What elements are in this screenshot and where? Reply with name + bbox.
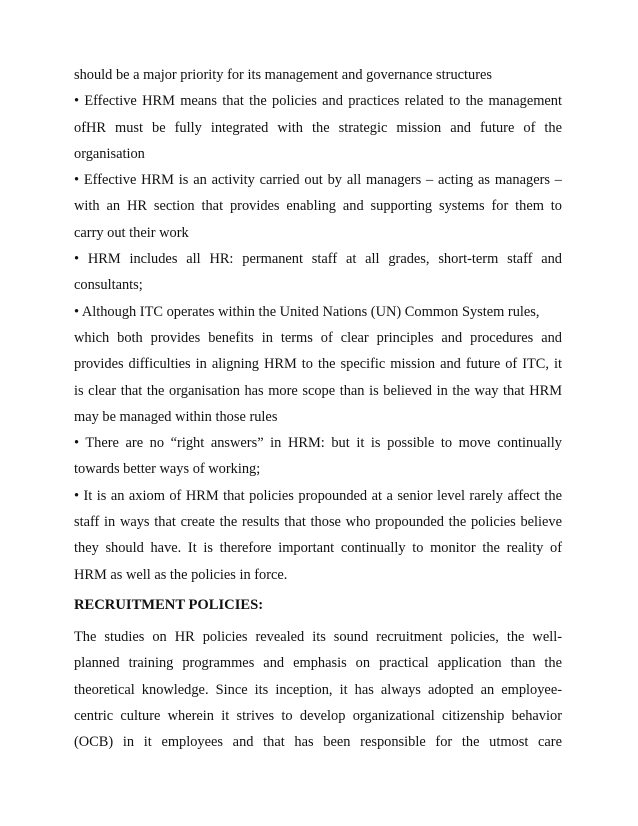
section-heading: RECRUITMENT POLICIES: bbox=[74, 596, 264, 613]
text-line: planned training programmes and emphasis on practical application than the bbox=[74, 655, 562, 672]
text-line: provides difficulties in aligning HRM to the specific mission and future of ITC, it bbox=[74, 356, 562, 373]
text-line: they should have. It is therefore important continually to monitor the reality of bbox=[74, 540, 562, 557]
text-line: centric culture wherein it strives to develop organizational citizenship behavior bbox=[74, 707, 562, 724]
text-line: should be a major priority for its management and governance structures bbox=[74, 67, 492, 83]
text-line: The studies on HR policies revealed its sound recruitment policies, the well- bbox=[74, 628, 562, 645]
text-line: organisation bbox=[74, 145, 145, 162]
text-line: towards better ways of working; bbox=[74, 461, 261, 478]
paragraph-section bbox=[74, 624, 562, 755]
text-line: • HRM includes all HR: permanent staff at all grades, short-term staff and bbox=[74, 251, 562, 268]
text-line: (OCB) in it employees and that has been responsible for the utmost care bbox=[74, 734, 562, 751]
text-line: may be managed within those rules bbox=[74, 408, 278, 425]
document-page bbox=[74, 62, 562, 755]
text-line: consultants; bbox=[74, 277, 143, 294]
text-line: • It is an axiom of HRM that policies propounded at a senior level rarely affect the bbox=[74, 487, 562, 504]
text-line: • Effective HRM means that the policies and practices related to the management bbox=[74, 93, 562, 110]
text-line: • Effective HRM is an activity carried out by all managers – acting as managers – bbox=[74, 172, 562, 189]
text-line: • Although ITC operates within the United Nations (UN) Common System rules, bbox=[74, 303, 540, 320]
bullet-list-section bbox=[74, 62, 562, 588]
text-line: theoretical knowledge. Since its inception, it has always adopted an employee- bbox=[74, 681, 562, 698]
text-line: staff in ways that create the results that those who propounded the policies believe bbox=[74, 514, 562, 531]
text-line: is clear that the organisation has more scope than is believed in the way that HRM bbox=[74, 382, 562, 399]
text-line: which both provides benefits in terms of clear principles and procedures and bbox=[74, 329, 562, 346]
text-line: • There are no “right answers” in HRM: but it is possible to move continually bbox=[74, 435, 562, 452]
text-line: ofHR must be fully integrated with the strategic mission and future of the bbox=[74, 119, 562, 136]
text-line: with an HR section that provides enabling and supporting systems for them to bbox=[74, 198, 562, 215]
text-line: HRM as well as the policies in force. bbox=[74, 566, 288, 583]
text-line: carry out their work bbox=[74, 224, 189, 241]
